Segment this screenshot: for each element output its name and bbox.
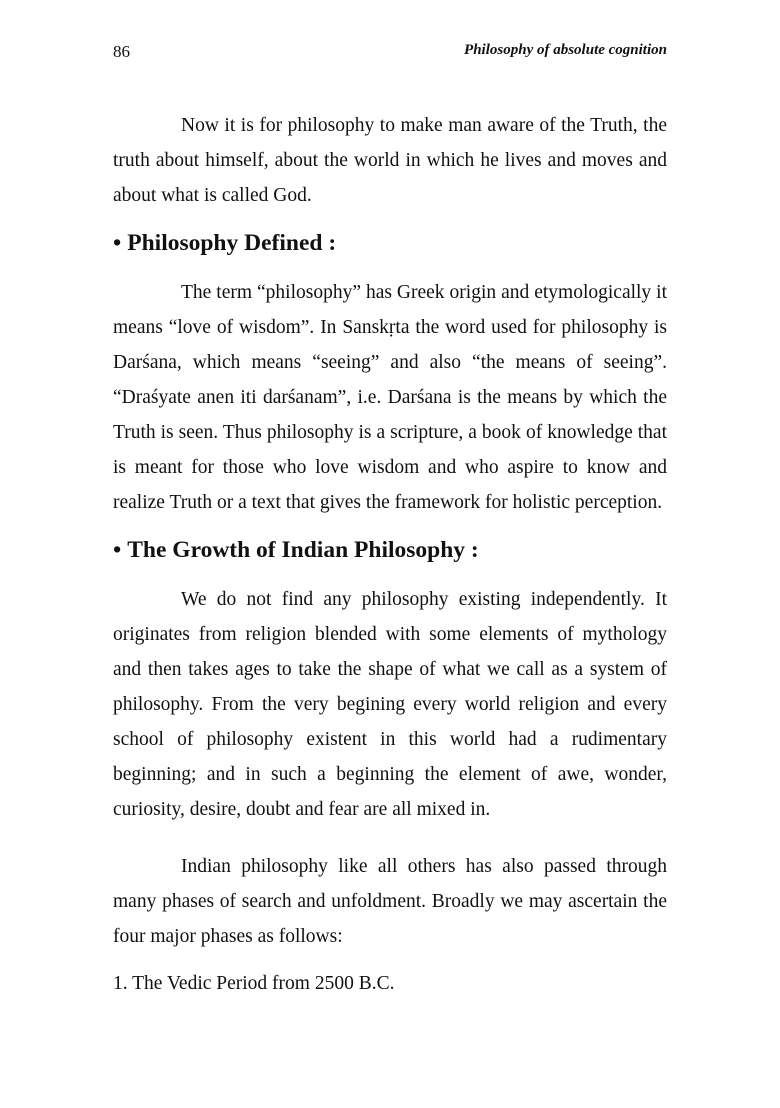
heading-text: Philosophy Defined : bbox=[127, 230, 337, 256]
page-number: 86 bbox=[113, 42, 130, 61]
heading-text: The Growth of Indian Philosophy : bbox=[127, 537, 479, 563]
section-heading-growth-indian-philosophy bbox=[113, 532, 667, 568]
bullet-icon: • bbox=[113, 230, 122, 256]
paragraph-definition: The term “philosophy” has Greek origin and etymologically it means “love of wisdom”. In Sanskṛta the word used for philosophy is Darśana, which means “seeing” and also “the means of seeing”. “Draśyate anen iti darśanam”, i.e. Darśana is the means by which the Truth is seen. Thus philosophy is a scripture, a book of knowledge that is meant for those who love wisdom and who aspire to know and realize Truth or a text that gives the framework for holistic perception. bbox=[113, 282, 667, 513]
page-body bbox=[113, 108, 667, 1001]
paragraph-phases: Indian philosophy like all others has also passed through many phases of search and unfoldment. Broadly we may ascertain the four major phases as follows: bbox=[113, 856, 667, 947]
bullet-icon: • bbox=[113, 537, 122, 563]
running-title: Philosophy of absolute cognition bbox=[464, 42, 667, 58]
list-item-vedic-period: 1. The Vedic Period from 2500 B.C. bbox=[113, 973, 395, 994]
running-header bbox=[113, 42, 667, 66]
paragraph-intro: Now it is for philosophy to make man aware of the Truth, the truth about himself, about the world in which he lives and moves and about what is called God. bbox=[113, 115, 667, 206]
paragraph-growth: We do not find any philosophy existing independently. It originates from religion blended with some elements of mythology and then takes ages to take the shape of what we call as a system of philosophy. From the very begining every world religion and every school of philosophy existent in this world had a rudimentary beginning; and in such a beginning the element of awe, wonder, curiosity, desire, doubt and fear are all mixed in. bbox=[113, 589, 667, 820]
section-heading-philosophy-defined bbox=[113, 225, 667, 261]
